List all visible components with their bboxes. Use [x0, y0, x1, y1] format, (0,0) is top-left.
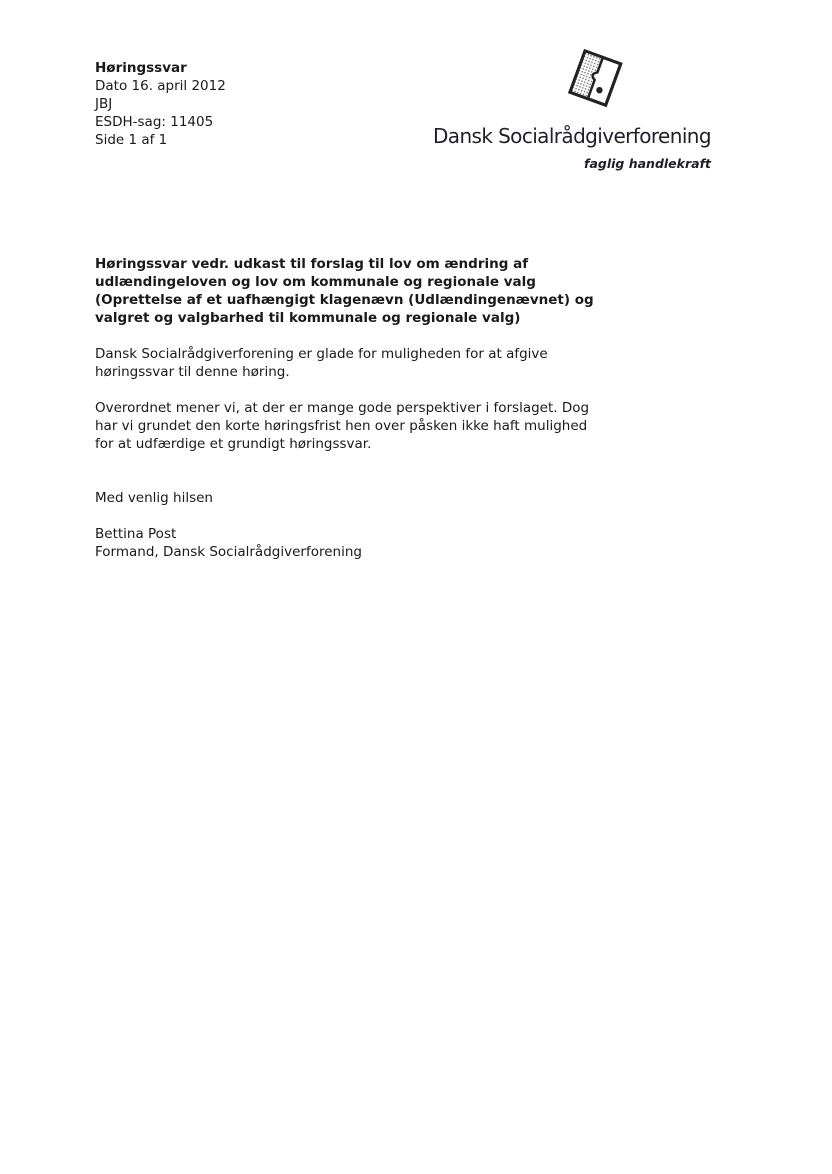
subject-line: Høringssvar vedr. udkast til forslag til lov om ændring af — [95, 256, 529, 272]
subject-line: udlændingeloven og lov om kommunale og regionale valg — [95, 274, 536, 290]
letter-signature — [95, 525, 635, 561]
paragraph-line: har vi grundet den korte høringsfrist hen over påsken ikke haft mulighed — [95, 418, 588, 434]
document-meta — [95, 59, 226, 149]
organization-logo — [430, 48, 720, 178]
case-number: ESDH-sag: 11405 — [95, 114, 214, 130]
document-type: Høringssvar — [95, 60, 187, 76]
paragraph-intro — [95, 345, 635, 381]
organization-name: Dansk Socialrådgiverforening — [433, 124, 711, 148]
letter-subject — [95, 255, 635, 327]
page-info: Side 1 af 1 — [95, 132, 168, 148]
letter-body — [95, 255, 635, 561]
dansk-socialraadgiverforening-logo-mark-icon — [564, 48, 626, 110]
paragraph-line: for at udfærdige et grundigt høringssvar. — [95, 436, 372, 452]
paragraph-line: høringssvar til denne høring. — [95, 364, 290, 380]
signer-title: Formand, Dansk Socialrådgiverforening — [95, 544, 362, 560]
letter-closing: Med venlig hilsen — [95, 490, 213, 506]
paragraph-main — [95, 399, 635, 453]
document-initials: JBJ — [95, 96, 113, 112]
paragraph-line: Overordnet mener vi, at der er mange gode perspektiver i forslaget. Dog — [95, 400, 590, 416]
subject-line: (Oprettelse af et uafhængigt klagenævn (Udlændingenævnet) og — [95, 292, 594, 308]
subject-line: valgret og valgbarhed til kommunale og regionale valg) — [95, 310, 521, 326]
paragraph-line: Dansk Socialrådgiverforening er glade for muligheden for at afgive — [95, 346, 548, 362]
document-date: Dato 16. april 2012 — [95, 78, 226, 94]
organization-tagline: faglig handlekraft — [584, 156, 711, 171]
signer-name: Bettina Post — [95, 526, 177, 542]
